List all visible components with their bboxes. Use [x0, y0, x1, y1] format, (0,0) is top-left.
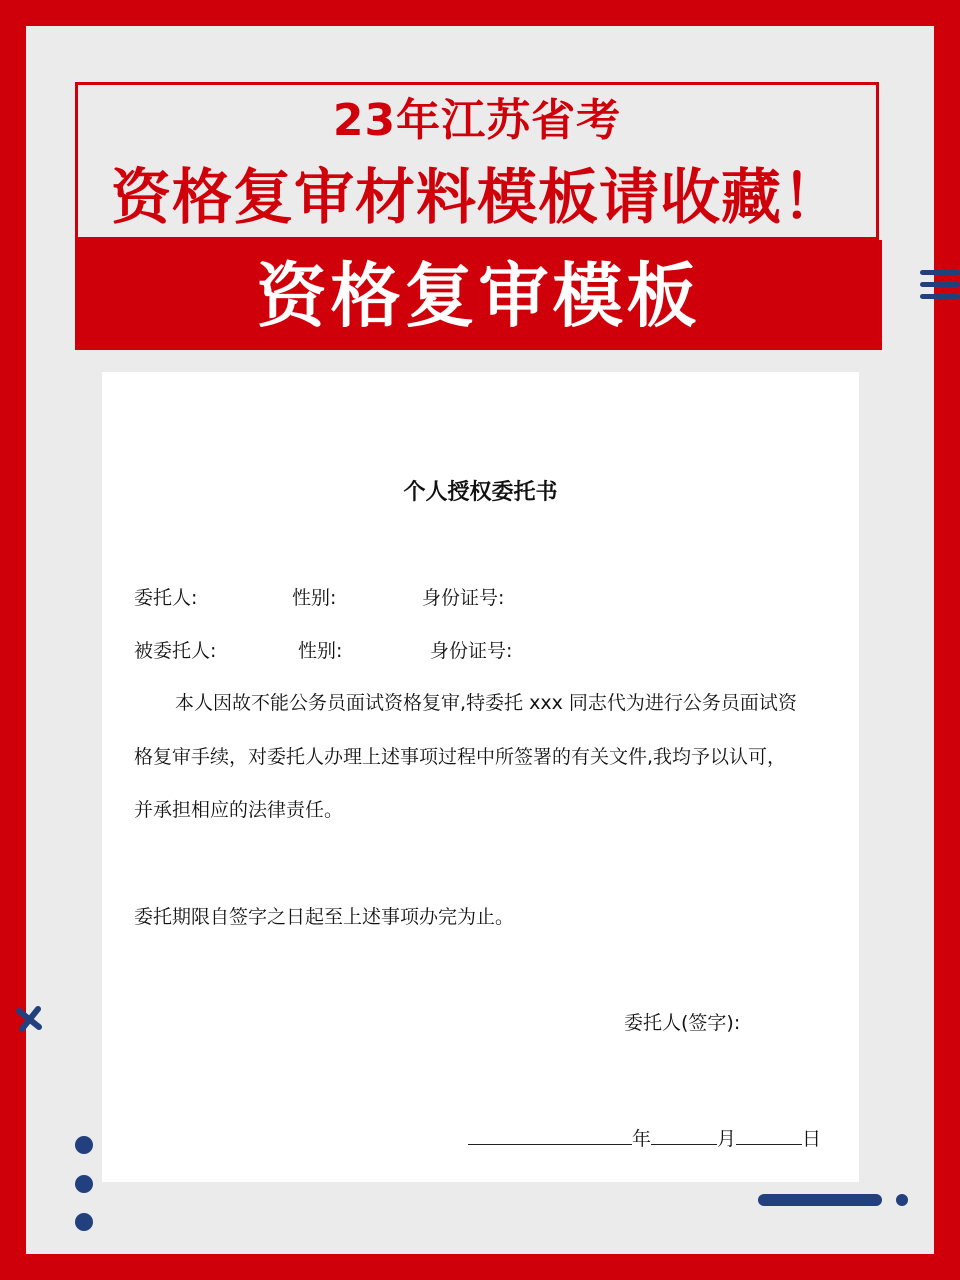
banner [75, 240, 882, 350]
body-paragraph-line-3: 并承担相应的法律责任。 [134, 799, 344, 821]
principal-gender-label: 性别: [292, 587, 337, 609]
decor-dot [75, 1175, 93, 1193]
headline-year: 23年江苏省考 [332, 95, 622, 146]
decor-bar [758, 1194, 882, 1206]
decor-bar-dot [896, 1194, 908, 1206]
month-blank [651, 1124, 717, 1145]
decor-dot [75, 1213, 93, 1231]
decor-dot [75, 1136, 93, 1154]
day-label: 日 [802, 1128, 822, 1150]
date-line [468, 1124, 821, 1152]
title-box [75, 82, 879, 240]
body-paragraph-line-2: 格复审手续，对委托人办理上述事项过程中所签署的有关文件,我均予以认可， [134, 746, 787, 768]
banner-title: 资格复审模板 [256, 255, 701, 337]
menu-lines-icon [920, 270, 960, 306]
day-blank [736, 1124, 802, 1145]
principal-id-label: 身份证号: [422, 587, 505, 609]
body-paragraph-line-1: 本人因故不能公务员面试资格复审,特委托 xxx 同志代为进行公务员面试资 [175, 692, 797, 714]
term-statement: 委托期限自签字之日起至上述事项办完为止。 [134, 906, 515, 928]
year-blank [468, 1124, 632, 1145]
x-mark-icon [14, 1003, 44, 1033]
agent-label: 被委托人: [134, 640, 217, 662]
document-title: 个人授权委托书 [403, 480, 558, 505]
principal-label: 委托人: [134, 587, 198, 609]
agent-id-label: 身份证号: [430, 640, 513, 662]
headline-main: 资格复审材料模板请收藏！ [111, 163, 843, 233]
month-label: 月 [717, 1128, 737, 1150]
agent-gender-label: 性别: [298, 640, 343, 662]
signature-label: 委托人(签字): [624, 1012, 741, 1034]
document-paper [102, 372, 859, 1182]
year-label: 年 [632, 1128, 652, 1150]
